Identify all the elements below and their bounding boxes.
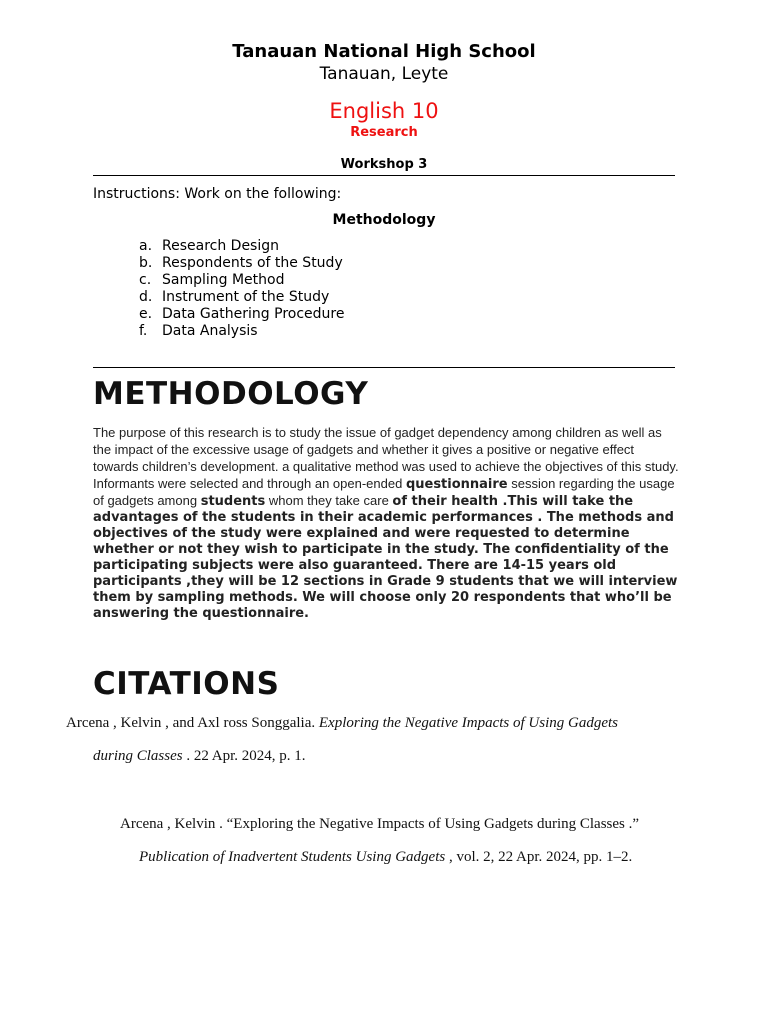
citation-1-line-1 [66,715,618,732]
paragraph-bold-run: of their health .This will take the advantages of the students in their academic performances . The methods and objectives of the study were explained and were requested to determine whether or not they wish to participate in the study. The confidentiality of the participating subjects were also guaranteed. There are 14-15 years old participants ,they will be 12 sections in Grade 9 students that we will interview them by sampling methods. We will choose only 20 respondents that who’ll be answering the questionnaire. [93,494,678,621]
list-item-text: Instrument of the Study [162,289,330,305]
list-item-text: Research Design [162,238,280,254]
list-marker: f. [139,323,148,339]
school-name: Tanauan National High School [232,41,536,62]
list-marker: a. [139,238,153,254]
methodology-paragraph [93,425,683,622]
divider-top [93,175,675,176]
paragraph-bold-run: students [200,494,266,509]
list-marker: b. [139,255,153,271]
methodology-subheading: Methodology [332,212,436,228]
list-item-text: Data Analysis [162,323,258,339]
list-item [139,238,344,255]
list-item [139,272,344,289]
paragraph-bold-run: questionnaire [405,477,508,492]
instructions-text: Instructions: Work on the following: [93,186,342,202]
citations-heading: CITATIONS [93,666,280,702]
methodology-heading: METHODOLOGY [93,376,369,412]
list-item [139,306,344,323]
paragraph-run: session regarding the usage of gadgets among [93,476,675,508]
school-location: Tanauan, Leyte [319,64,449,84]
list-marker: c. [139,272,152,288]
subtopic-label: Research [350,125,418,140]
list-item [139,255,344,272]
list-item [139,289,344,306]
citation-1-line-2 [93,748,306,765]
citation-authors: Arcena , Kelvin , and Axl ross Songgalia. [66,715,319,731]
citation-title-continued: during Classes [93,748,183,764]
list-item [139,323,344,340]
list-item-text: Data Gathering Procedure [162,306,345,322]
list-item-text: Respondents of the Study [162,255,343,271]
task-list [139,238,344,340]
citation-details: . 22 Apr. 2024, p. 1. [182,748,306,764]
paragraph-run: The purpose of this research is to study the issue of gadget dependency among children as well as the impact of the excessive usage of gadgets and whether it gives a positive or negative effect towards children’s development. a qualitative method was used to achieve the objectives of this study. Informants were selected and through an open-ended [93,425,679,491]
citation-2-line-2 [139,849,632,866]
workshop-title: Workshop 3 [340,157,428,172]
citation-details: , vol. 2, 22 Apr. 2024, pp. 1–2. [445,849,633,865]
subject-title: English 10 [329,99,439,123]
citation-title: Exploring the Negative Impacts of Using Gadgets [318,715,618,731]
divider-middle [93,367,675,368]
list-marker: e. [139,306,153,322]
list-marker: d. [139,289,153,305]
citation-2-line-1: Arcena , Kelvin . “Exploring the Negative Impacts of Using Gadgets during Classes .” [120,816,640,832]
list-item-text: Sampling Method [162,272,285,288]
citation-journal: Publication of Inadvertent Students Using Gadgets [139,849,446,865]
paragraph-run: whom they take care [265,493,393,508]
